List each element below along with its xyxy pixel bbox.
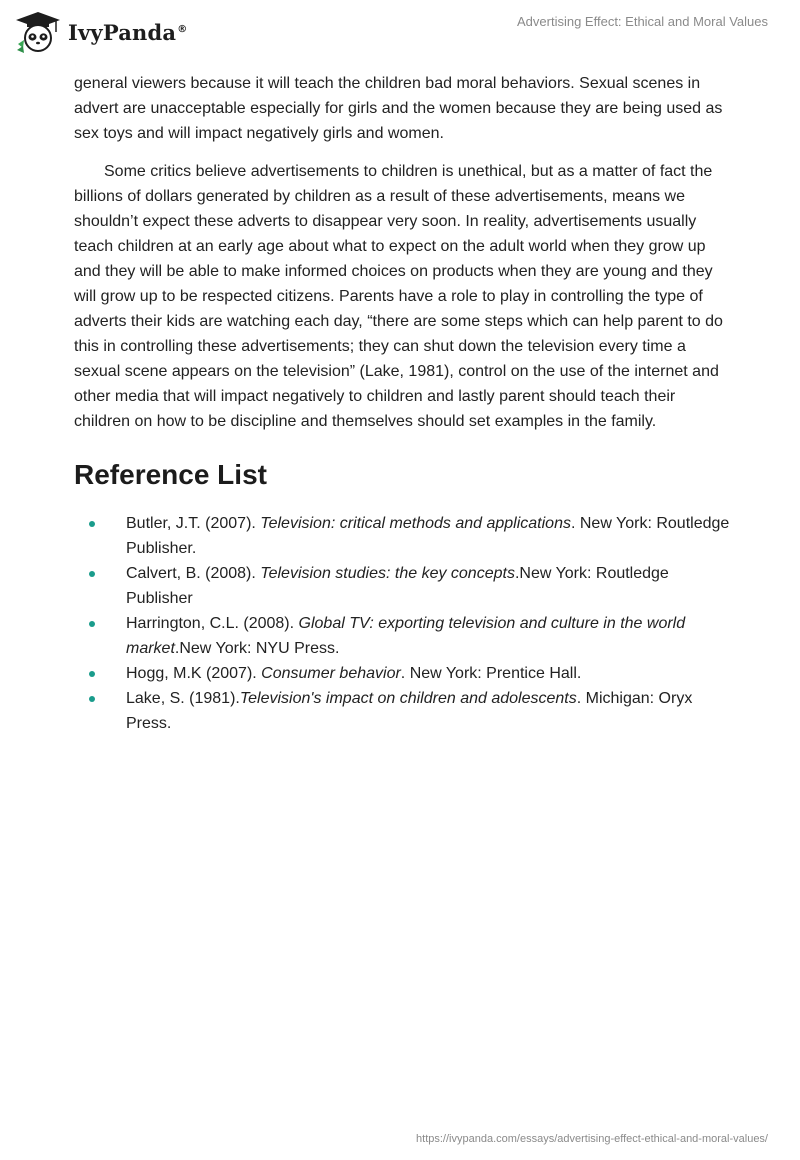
- ivypanda-logo[interactable]: [14, 10, 187, 54]
- reference-list-heading: Reference List: [74, 459, 267, 490]
- reference-title: Television's impact on children and adolescents: [239, 690, 577, 707]
- reference-author: Lake, S. (1981).: [126, 690, 240, 707]
- registered-mark: ®: [177, 23, 188, 35]
- reference-title: Consumer behavior: [261, 665, 401, 682]
- reference-publisher: . New York: Prentice Hall.: [400, 665, 582, 682]
- bullet-icon: [89, 521, 95, 527]
- reference-publisher: .New York: NYU Press.: [174, 640, 340, 657]
- reference-title: Television studies: the key concepts: [260, 565, 515, 582]
- reference-title: Television: critical methods and applications: [260, 515, 571, 532]
- reference-publisher: .New York: Routledge Publisher: [126, 565, 669, 607]
- reference-item: [74, 511, 730, 561]
- reference-author: Calvert, B. (2008).: [126, 565, 261, 582]
- reference-publisher: . New York: Routledge Publisher.: [126, 515, 730, 557]
- reference-author: Harrington, C.L. (2008).: [126, 615, 299, 632]
- source-url[interactable]: https://ivypanda.com/essays/advertising-effect-ethical-and-moral-values/: [416, 1133, 768, 1145]
- reference-item: [74, 686, 730, 736]
- essay-content: [74, 71, 730, 736]
- page-header: [0, 0, 800, 70]
- reference-list: [74, 511, 730, 736]
- reference-author: Hogg, M.K (2007).: [126, 665, 262, 682]
- panda-graduate-icon: [14, 10, 62, 54]
- paragraph-advertisements: Some critics believe advertisements to children is unethical, but as a matter of fact the billions of dollars generated by children as a result of these advertisements, means we shouldn’t expect these adverts to disappear very soon. In reality, advertisements usually teach children at an early age about what to expect on the adult world when they grow up and they will be able to make informed choices on products when they are young and they will grow up to be respected citizens. Parents have a role to play in controlling the type of adverts their kids are watching each day, “there are some steps which can help parent to do this in controlling these advertisements; they can shut down the television every time a sexual scene appears on the television” (Lake, 1981), control on the use of the internet and other media that will impact negatively to children and lastly parent should teach their children on how to be discipline and themselves should set examples in the family.: [74, 163, 723, 430]
- bullet-icon: [89, 671, 95, 677]
- paragraph-continued: general viewers because it will teach the children bad moral behaviors. Sexual scenes in advert are unacceptable especially for girls and the women because they are being used as sex toys and will impact negatively girls and women.: [74, 75, 723, 142]
- document-title: Advertising Effect: Ethical and Moral Values: [517, 14, 768, 29]
- brand-name: IvyPanda®: [68, 19, 188, 45]
- reference-item: [74, 561, 730, 611]
- reference-item: [74, 611, 730, 661]
- reference-item: [74, 661, 730, 686]
- bullet-icon: [89, 571, 95, 577]
- bullet-icon: [89, 621, 95, 627]
- reference-title: Global TV: exporting television and culture in the world market: [126, 615, 686, 657]
- reference-publisher: . Michigan: Oryx Press.: [126, 690, 693, 732]
- reference-author: Butler, J.T. (2007).: [126, 515, 261, 532]
- bullet-icon: [89, 696, 95, 702]
